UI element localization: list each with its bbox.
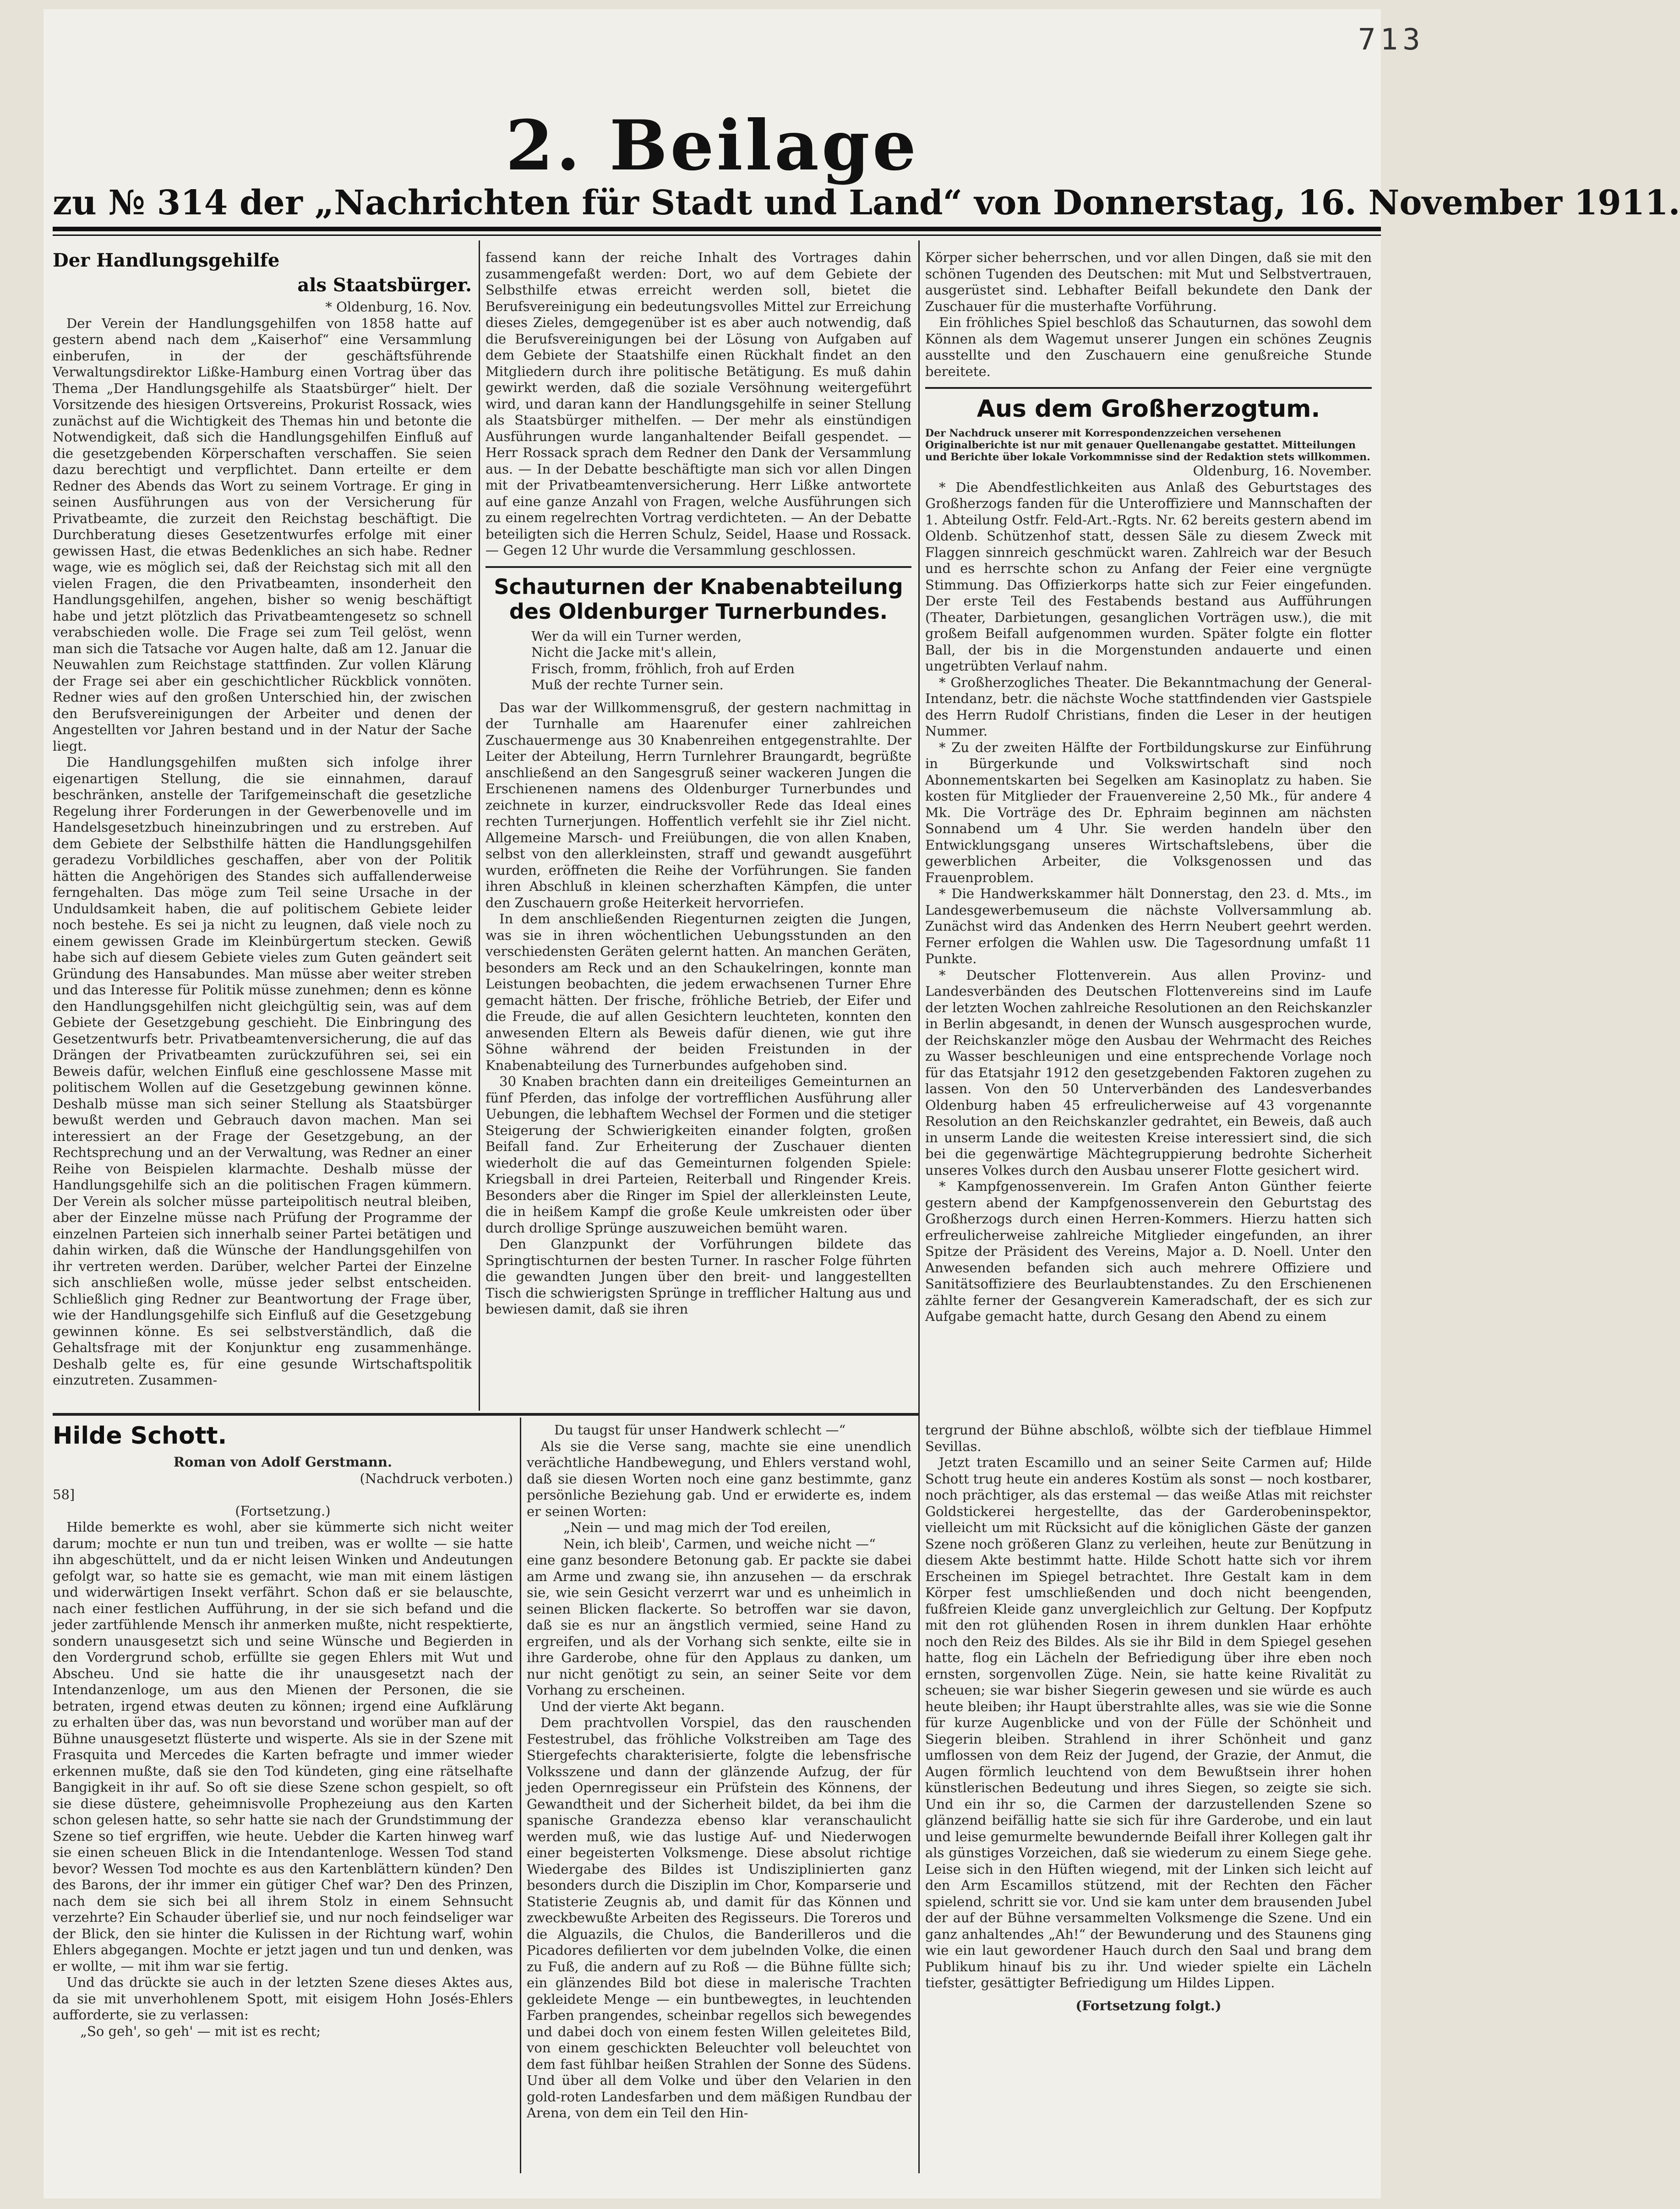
article-paragraph: 30 Knaben brachten dann ein dreiteiliges Gemeinturnen an fünf Pferden, das infolge der vortrefflichen Ausführung aller Uebungen, die lebhaftem Wechsel der Formen und die stetiger Steigerung der Schwierigkeiten einander folgten, großen Beifall fand. Zur Erheiterung der Zuschauer dienten wiederholt die auf das Gemeinturnen folgenden Spiele: Kriegsball in drei Parteien, Reiterball und Ringender Kreis. Besonders aber die Ringer im Spiel der allerkleinsten Leute, die in heißem Kampf die große Keule umkreisten oder über durch drollige Sprünge auszuweichen bemüht waren. — [485, 1074, 911, 1236]
serial-verse: Du taugst für unser Handwerk schlecht —“ — [554, 1422, 846, 1438]
poem-line: Wer da will ein Turner werden, — [531, 628, 742, 644]
article-handlungsgehilfe — [53, 250, 472, 1408]
page-number: 713 — [1358, 23, 1425, 57]
serial-verse: „So geh', so geh' — mit ist es recht; — [80, 2023, 321, 2039]
serial-footer: (Fortsetzung folgt.) — [1075, 1997, 1222, 2013]
poem-line: Frisch, fromm, fröhlich, froh auf Erden — [531, 660, 795, 676]
masthead-subtitle: zu № 314 der „Nachrichten für Stadt und Land“ von Donnerstag, 16. November 1911. — [53, 183, 1680, 223]
serial-paragraph: Und der vierte Akt begann. — [540, 1698, 725, 1714]
news-item: * Die Abendfestlichkeiten aus Anlaß des Geburtstages des Großherzogs fanden für die Unteroffiziere und Mannschaften der 1. Abteilung Ostfr. Feld-Art.-Rgts. Nr. 62 bereits gestern abend im Oldenb. Schützenhof statt, dessen Säle zu diesem Zweck mit Flaggen sinnreich geschmückt waren. Zahlreich war der Besuch und es herrschte schon zu Anfang der Feier eine vergnügte Stimmung. Das Offizierkorps hatte sich zur Feier eingefunden. Der erste Teil des Festabends bestand aus Aufführungen (Theater, Darbietungen, gesanglichen Vorträgen usw.), die mit großem Beifall aufgenommen wurden. Später folgte ein flotter Ball, der bis in die Morgenstunden andauerte und einen ungetrübten Verlauf nahm. — [925, 479, 1372, 674]
serial-column-1 — [53, 1422, 513, 2173]
poem-line: Nicht die Jacke mit's allein, — [531, 644, 717, 660]
reprint-notice: (Nachdruck verboten.) — [360, 1470, 513, 1486]
serial-verse: Nein, ich bleib', Carmen, und weiche nicht —“ — [563, 1536, 876, 1552]
reprint-note: Der Nachdruck unserer mit Korrespondenzzeichen versehenen Originalberichte ist nur mit genauer Quellenangabe gestattet. Mitteilungen und Berichte über lokale Vorkommnisse sind der Redaktion stets willkommen. — [925, 427, 1370, 463]
newspaper-page — [44, 9, 1680, 2198]
article-paragraph: Ein fröhliches Spiel beschloß das Schauturnen, das sowohl dem Können als dem Wagemut unserer Jungen ein schönes Zeugnis ausstellte und den Zuschauern eine genußreiche Stunde bereitete. — [925, 315, 1372, 379]
article-headline-2: als Staatsbürger. — [297, 274, 472, 296]
masthead-title: 2. Beilage — [505, 105, 919, 186]
serial-verse: „Nein — und mag mich der Tod ereilen, — [563, 1520, 831, 1535]
poem-line: Muß der rechte Turner sein. — [531, 677, 724, 693]
column-divider — [918, 240, 920, 2173]
article-paragraph: Die Handlungsgehilfen mußten sich infolge ihrer eigenartigen Stellung, die sie einnahmen, darauf beschränken, anstelle der Tarifgemeinschaft die gesetzliche Regelung ihrer Forderungen in der Gewerbenovelle und im Handelsgesetzbuch hineinzubringen und zu erstreben. Auf dem Gebiete der Selbsthilfe hätten die Handlungsgehilfen geradezu Vorbildliches geschaffen, aber von der Politik hätten die Angehörigen des Standes sich auffallenderweise ferngehalten. Das möge zum Teil seine Ursache in der Unduldsamkeit haben, die auf politischem Gebiete leider noch bestehe. Es sei ja nicht zu leugnen, daß viele noch zu einem gewissen Grade im Kleinbürgertum stecken. Gewiß habe sich auf diesem Gebiete vieles zum Guten geändert seit Gründung des Hansabundes. Man müsse aber weiter streben und das Interesse für Politik müsse zunehmen; denn es könne den Handlungsgehilfen nicht gleichgültig sein, was auf dem Gebiete der Gesetzgebung geschieht. Die Einbringung des Gesetzentwurfs betr. Privatbeamtenversicherung, die auf das Drängen der Privatbeamten zurückzuführen sei, sei ein Beweis dafür, welchen Einfluß eine geschlossene Masse mit politischem Wollen auf die Gesetzgebung gewinnen könne. Deshalb müsse man sich seiner Stellung als Staatsbürger bewußt werden und Gebrauch davon machen. Man sei interessiert an der Frage der Gesetzgebung, an der Rechtsprechung und an der Verwaltung, was Redner an einer Reihe von Beispielen klarmachte. Deshalb müsse der Handlungsgehilfe sich an die politischen Fragen kümmern. Der Verein als solcher müsse parteipolitisch neutral bleiben, aber der Einzelne müsse nach Prüfung der Programme der einzelnen Parteien sich innerhalb seiner Partei betätigen und dahin wirken, daß die Wünsche der Handlungsgehilfen von ihr vertreten werden. Darüber, welcher Partei der Einzelne sich anschließen wolle, müsse jeder selbst entscheiden. Schließlich ging Redner zur Beantwortung der Frage über, wie der Handlungsgehilfe sich Einfluß auf die Gesetzgebung gewinnen könne. Es sei selbstverständlich, daß die Gehaltsfrage mit der Konjunktur eng zusammenhänge. Deshalb gelte es, für eine gesunde Wirtschaftspolitik einzutreten. Zusammen- — [53, 754, 472, 1388]
column-divider — [479, 240, 480, 1411]
column-right — [925, 250, 1372, 1408]
column-middle — [485, 250, 911, 1408]
serial-paragraph: Jetzt traten Escamillo und an seiner Seite Carmen auf; Hilde Schott trug heute ein anderes Kostüm als sonst — noch kostbarer, noch prächtiger, als das erstemal — das weiße Atlas mit reichster Goldstickerei hergestellte, das der Garderobeninspektor, vielleicht um mit Rücksicht auf die königlichen Gäste der ganzen Szene noch größeren Glanz zu verleihen, heute zur Benützung in diesem Akte bestimmt hatte. Hilde Schott hatte sich vor ihrem Erscheinen im Spiegel betrachtet. Ihre Gestalt kam in dem Körper fest umschließenden und doch nicht beengenden, fußfreien Kleide ganz unvergleichlich zur Geltung. Der Kopfputz mit den rot glühenden Rosen in ihrem dunklen Haar erhöhte noch den Reiz des Bildes. Als sie ihr Bild in dem Spiegel gesehen hatte, flog ein Lächeln der Befriedigung über ihre eben noch ernsten, sorgenvollen Züge. Nein, sie hatte keine Rivalität zu scheuen; sie war bisher Siegerin gewesen und sie würde es auch heute bleiben; ihr Haupt überstrahlte alles, was sie wie die Sonne für kurze Augenblicke und von der Fülle der Schönheit und Siegerin bleiben. Strahlend in ihrer Schönheit und ganz umflossen von dem Reiz der Jugend, der Grazie, der Anmut, die Augen förmlich leuchtend von dem Bewußtsein ihrer hohen künstlerischen Bedeutung und ihres Siegen, so zeigte sie sich. Und ein ihr so, die Carmen der darzustellenden Szene so glänzend beifällig hatte sie sich für ihre Garderobe, und ein laut und leise gemurmelte bewundernde Beifall ihrer Kollegen galt ihr als günstiges Vorzeichen, daß sie wiederum zu einem Siege gehe. Leise sich in den Hüften wiegend, mit der Linken sich leicht auf den Arm Escamillos stützend, mit der Rechten den Fächer spielend, schritt sie vor. Und sie kam unter dem brausenden Jubel der auf der Bühne versammelten Volksmenge die Szene. Und ein ganz anhaltendes „Ah!“ der Bewunderung und des Staunens ging wie ein laut gewordener Hauch durch den Saal und brang dem Publikum hinauf bis zu ihr. Und wieder spielte ein Lächeln tiefster, gesättigter Befriedigung um Hildes Lippen. — [925, 1455, 1372, 1991]
article-dateline: Oldenburg, 16. November. — [1193, 463, 1372, 479]
serial-paragraph: Hilde bemerkte es wohl, aber sie kümmerte sich nicht weiter darum; mochte er nun tun und treiben, was er wollte — sie hatte ihn abgeschüttelt, und da er nicht leisen Winken und Andeutungen gefolgt war, so hatte sie es gemacht, wie man mit einem lästigen und widerwärtigen Insekt verfährt. Schon daß er sie belauschte, nach einer festlichen Aufführung, in der sie sich befand und die jeder zartfühlende Mensch ihr anmerken mußte, nicht respektierte, sondern unausgesetzt sich und seine Wünsche und Begierden in den Vordergrund schob, erfüllte sie gegen Ehlers mit Wut und Abscheu. Und sie hatte die ihr unausgesetzt nach der Intendanzenloge, um aus den Mienen der Personen, die sie betraten, irgend etwas deuten zu können; irgend eine Aufklärung zu erhalten über das, was nun bevorstand und worüber man auf der Bühne unausgesetzt flüsterte und wisperte. Als sie in der Szene mit Frasquita und Mercedes die Karten befragte und immer wieder erkennen mußte, daß sie den Tod kündeten, ging eine rätselhafte Bangigkeit in ihr auf. So oft sie diese Szene schon gespielt, so oft sie diese düstere, geheimnisvolle Prophezeiung aus den Karten schon gelesen hatte, so sehr hatte sie nach der Grundstimmung der Szene so tief ergriffen, wie heute. Uebder die Karten hinweg warf sie einen scheuen Blick in die Intendantenloge. Wessen Tod stand bevor? Wessen Tod mochte es aus den Kartenblättern künden? Den des Barons, der ihr immer ein gütiger Chef war? Den des Prinzen, nach dem sie sich bei all ihrem Stolz in einem Sehnsucht verzehrte? Ein Schauder überlief sie, und nur noch feindseliger war der Blick, den sie hinter die Kulissen in der Richtung warf, wohin Ehlers abgegangen. Mochte er jetzt jagen und tun und denken, was er wollte, — mit ihm war sie fertig. — [53, 1519, 513, 1974]
article-paragraph: Der Verein der Handlungsgehilfen von 1858 hatte auf gestern abend nach dem „Kaiserhof“ eine Versammlung einberufen, in der der geschäftsführende Verwaltungsdirektor Lißke-Hamburg einen Vortrag über das Thema „Der Handlungsgehilfe als Staatsbürger“ hielt. Der Vorsitzende des hiesigen Ortsvereins, Prokurist Rossack, wies zunächst auf die Wichtigkeit des Themas hin und betonte die Notwendigkeit, daß sich die Handlungsgehilfen Einfluß auf die gesetzgebenden Körperschaften verschaffen. Sie seien dazu berechtigt und verpflichtet. Dann erteilte er dem Redner des Abends das Wort zu seinem Vortrage. Er ging in seinen Ausführungen aus von der Versicherung für Privatbeamte, die zurzeit den Reichstag beschäftigt. Die Durchberatung dieses Gesetzentwurfes erfolge mit einer gewissen Hast, die etwas Bedenkliches an sich habe. Redner wage, wie es möglich sei, daß der Reichstag sich mit all den vielen Fragen, die den Privatbeamten, insonderheit den Handlungsgehilfen, angehen, bisher so wenig beschäftigt habe und jetzt plötzlich das Privatbeamtengesetz so schnell verabschieden wolle. Die Frage sei zum Teil gelöst, wenn man sich die Tatsache vor Augen halte, daß am 12. Januar die Neuwahlen zum Reichstage stattfinden. Zur vollen Klärung der Frage sei aber ein geschichtlicher Rückblick vonnöten. Redner wies auf den großen Unterschied hin, der zwischen den Berufsvereinigungen der Arbeiter und denen der Angestellten vor Jahren bestand und in der Natur der Sache liegt. — [53, 315, 472, 754]
serial-headline: Hilde Schott. — [53, 1422, 227, 1450]
serial-paragraph: Als sie die Verse sang, machte sie eine unendlich verächtliche Handbewegung, und Ehlers verstand wohl, daß sie diesen Worten noch eine ganz bestimmte, ganz persönliche Beziehung gab. Und er erwiderte es, indem er seinen Worten: — [527, 1438, 911, 1519]
section-rule — [485, 566, 911, 568]
serial-paragraph: Dem prachtvollen Vorspiel, das den rauschenden Festestrubel, das fröhliche Volkstreiben am Tage des Stiergefechts charakterisierte, folgte die lebensfrische Volksszene und dann der glänzende Aufzug, der für jeden Opernregisseur ein Prüfstein des Könnens, der Gewandtheit und der Sicherheit bildet, da bei ihm die spanische Grandezza ebenso klar veranschaulicht werden muß, wie das lustige Auf- und Niederwogen einer begeisterten Volksmenge. Diese absolut richtige Wiedergabe des Bildes ist Undisziplinierten ganz besonders durch die Disziplin im Chor, Komparserie und Statisterie Zeugnis ab, und damit für das Können und zweckbewußte Arbeiten des Regisseurs. Die Toreros und die Alguazils, die Chulos, die Banderilleros und die Picadores defilierten vor dem jubelnden Volke, die einen zu Fuß, die andern auf zu Roß — die Bühne füllte sich; ein glänzendes Bild bot diese in malerische Trachten gekleidete Menge — ein buntbewegtes, in leuchtenden Farben prangendes, scheinbar regellos sich bewegendes und dabei doch von einem festen Willen geleitetes Bild, von einem geschickten Beleuchter voll beleuchtet von dem fast fühlbar heißen Strahlen der Sonne des Südens. Und über all dem Volke und über den Velarien in den gold-roten Landesfarben und dem mäßigen Rundbau der Arena, von dem ein Teil den Hin- — [527, 1715, 911, 2121]
serial-column-2 — [527, 1422, 911, 2173]
article-continuation: Körper sicher beherrschen, und vor allen Dingen, daß sie mit den schönen Tugenden des Deutschen: mit Mut und Selbstvertrauen, ausgerüstet sind. Lebhafter Beifall bekundete den Dank der Zuschauer für die musterhafte Vorführung. — [925, 250, 1372, 314]
serial-paragraph: Und das drückte sie auch in der letzten Szene dieses Aktes aus, da sie mit unverhohlenem Spott, mit eisigem Hohn Josés-Ehlers aufforderte, sie zu verlassen: — [53, 1974, 513, 2023]
news-item: * Die Handwerkskammer hält Donnerstag, den 23. d. Mts., im Landesgewerbemuseum die nächste Vollversammlung ab. Zunächst wird das Andenken des Herrn Neubert geehrt werden. Ferner erfolgen die Wahlen usw. Die Tagesordnung umfaßt 11 Punkte. — [925, 886, 1372, 966]
news-item: * Zu der zweiten Hälfte der Fortbildungskurse zur Einführung in Bürgerkunde und Volkswirtschaft sind noch Abonnementskarten bei Segelken am Kasinoplatz zu haben. Sie kosten für Mitglieder der Frauenvereine 2,50 Mk., für andere 4 Mk. Die Vorträge des Dr. Ephraim beginnen am nächsten Sonnabend um 4 Uhr. Sie werden handeln über den Entwicklungsgang unseres Wirtschaftslebens, über die gewerblichen Arbeiter, die Volksgenossen und das Frauenproblem. — [925, 739, 1372, 885]
news-item: * Deutscher Flottenverein. Aus allen Provinz- und Landesverbänden des Deutschen Flottenvereins sind im Laufe der letzten Wochen zahlreiche Resolutionen an den Reichskanzler in Berlin abgesandt, in denen der Wunsch ausgesprochen wurde, der Reichskanzler möge den Ausbau der Wehrmacht des Reiches zu Wasser beschleunigen und eine entsprechende Vorlage noch für das Etatsjahr 1912 den gesetzgebenden Faktoren zugehen zu lassen. Von den 50 Unterverbänden des Landesverbandes Oldenburg haben 45 erfreulicherweise auf 43 vorgenannte Resolution an den Reichskanzler gedrahtet, ein Beweis, daß auch in unserm Lande die weitesten Kreise interessiert sind, die sich bei die gegenwärtige Mächtegruppierung bedrohte Sicherheit unseres Volkes durch den Ausbau unserer Flotte gesichert wird. — [925, 967, 1372, 1178]
masthead-rule-thick — [53, 227, 1381, 231]
article-headline: Schauturnen der Knabenabteilung des Oldenburger Turnerbundes. — [494, 574, 903, 624]
news-item: * Großherzogliches Theater. Die Bekanntmachung der General-Intendanz, betr. die nächste Woche stattfindenden vier Gastspiele des Herrn Rudolf Christians, finden die Leser in der heutigen Nummer. — [925, 674, 1372, 739]
serial-byline: Roman von Adolf Gerstmann. — [173, 1454, 393, 1470]
article-paragraph: Das war der Willkommensgruß, der gestern nachmittag in der Turnhalle am Haarenufer einer zahlreichen Zuschauermenge aus 30 Knabenreihen entgegenstrahlte. Der Leiter der Abteilung, Herrn Turnlehrer Braungardt, begrüßte anschließend an den Sangesgruß seiner wackeren Jungen die Erschienenen namens des Oldenburger Turnerbundes und zeichnete in kurzer, eindrucksvoller Rede das Ideal eines rechten Turnerjungen. Hoffentlich verfehlt sie ihr Ziel nicht. Allgemeine Marsch- und Freiübungen, die von allen Knaben, selbst von den allerkleinsten, straff und gewandt ausgeführt wurden, eröffneten die Reihe der Vorführungen. Sie fanden ihren Abschluß in kleinen scherzhaften Kämpfen, die unter den Zuschauern große Heiterkeit hervorriefen. — [485, 699, 911, 911]
serial-paragraph: eine ganz besondere Betonung gab. Er packte sie dabei am Arme und zwang sie, ihn anzusehen — da erschrak sie, wie sein Gesicht verzerrt war und es unheimlich in seinen Blicken flackerte. So betroffen war sie davon, daß sie es nur an ängstlich vermied, seine Hand zu ergreifen, und als der Vorhang sich senkte, eilte sie in ihre Garderobe, ohne für den Applaus zu danken, um nur nicht genötigt zu sein, an seiner Seite vor dem Vorhang zu erscheinen. — [527, 1552, 911, 1698]
serial-number: 58] — [53, 1487, 75, 1502]
serial-column-3 — [925, 1422, 1372, 2173]
article-continuation: fassend kann der reiche Inhalt des Vortrages dahin zusammengefaßt werden: Dort, wo auf dem Gebiete der Selbsthilfe etwas erreicht werden soll, bietet die Berufsvereinigung ein bedeutungsvolles Mittel zur Erreichung dieses Zieles, demgegenüber ist es aber auch notwendig, daß die Berufsvereinigungen bei der Lösung von Aufgaben auf dem Gebiete der Staatshilfe einen Rückhalt findet an den Mitgliedern durch ihre politische Betätigung. Es muß dahin gewirkt werden, daß die soziale Versöhnung weitergeführt wird, und daran kann der Handlungsgehilfe in seiner Stellung als Staatsbürger mithelfen. — Der mehr als einstündigen Ausführungen wurde langanhaltender Beifall gespendet. — Herr Rossack sprach dem Redner den Dank der Versammlung aus. — In der Debatte beschäftigte man sich vor allen Dingen mit der Privatbeamtenversicherung. Herr Lißke antwortete auf eine ganze Anzahl von Fragen, welche Ausführungen sich zu einem regelrechten Vortrag verdichteten. — An der Debatte beteiligten sich die Herren Schulz, Seidel, Haase und Rossack. — Gegen 12 Uhr wurde die Versammlung geschlossen. — [485, 250, 911, 558]
article-paragraph: In dem anschließenden Riegenturnen zeigten die Jungen, was sie in ihren wöchentlichen Uebungsstunden an den verschiedensten Geräten gelernt hatten. An manchen Geräten, besonders am Reck und an den Schaukelringen, konnte man Leistungen beobachten, die jedem erwachsenen Turner Ehre gemacht hätten. Der frische, fröhliche Betrieb, der Eifer und die Freude, die auf allen Gesichtern leuchteten, konnten den anwesenden Eltern als Beweis dafür dienen, wie gut ihre Söhne während der beiden Freistunden in der Knabenabteilung des Turnerbundes aufgehoben sind. — [485, 911, 911, 1073]
masthead-rule-thin — [53, 235, 1381, 236]
article-headline: Aus dem Großherzogtum. — [976, 395, 1320, 423]
serial-paragraph: tergrund der Bühne abschloß, wölbte sich der tiefblaue Himmel Sevillas. — [925, 1422, 1372, 1454]
article-dateline: * Oldenburg, 16. Nov. — [325, 299, 472, 315]
article-paragraph: Den Glanzpunkt der Vorführungen bildete das Springtischturnen der besten Turner. In rascher Folge führten die gewandten Jungen über den breit- und langgestellten Tisch die schwierigsten Sprünge in trefflicher Haltung aus und bewiesen damit, daß sie ihren — [485, 1236, 911, 1317]
feuilleton-rule — [53, 1413, 918, 1416]
news-item: * Kampfgenossenverein. Im Grafen Anton Günther feierte gestern abend der Kampfgenossenverein den Geburtstag des Großherzogs durch einen Herren-Kommers. Hierzu hatten sich erfreulicherweise zahlreiche Mitglieder eingefunden, an ihrer Spitze der Präsident des Vereins, Major a. D. Noell. Unter den Anwesenden befanden sich auch mehrere Offiziere und Sanitätsoffiziere des Beurlaubtenstandes. Zu den Erschienenen zählte ferner der Gesangverein Kameradschaft, der es sich zur Aufgabe gemacht hatte, durch Gesang den Abend zu einem — [925, 1178, 1372, 1324]
column-divider — [520, 1418, 521, 2173]
section-rule — [925, 387, 1372, 389]
article-headline: Der Handlungsgehilfe — [53, 250, 280, 271]
serial-status: (Fortsetzung.) — [235, 1503, 331, 1519]
